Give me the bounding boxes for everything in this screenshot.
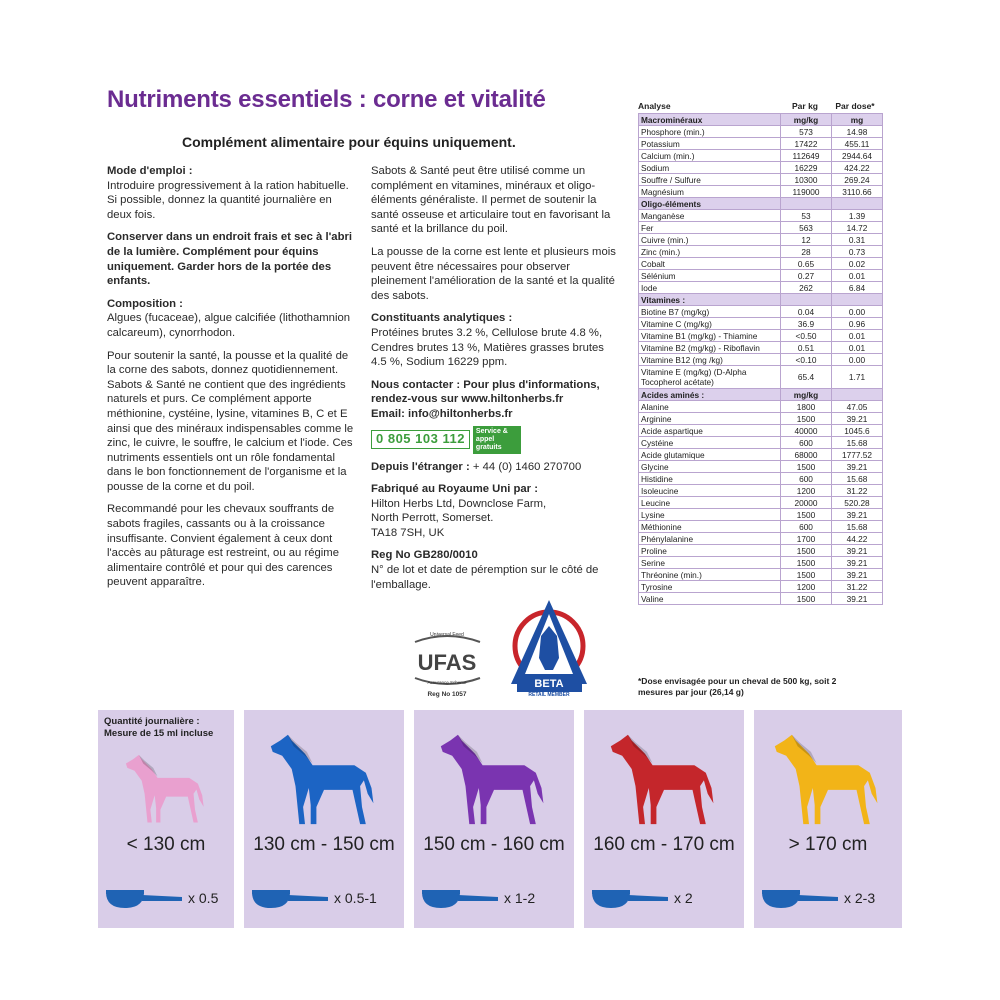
phone-number[interactable]: 0 805 103 112 [371,430,470,449]
analysis-section-unit-dose [832,294,883,306]
analysis-value-per-dose: 14.98 [832,126,883,138]
dosage-panel [584,710,744,928]
analysis-section-name: Vitamines : [639,294,781,306]
dosage-panel [414,710,574,928]
recommendation-paragraph: Recommandé pour les chevaux souffrants de sabots fragiles, cassants ou à la croissance insuffisante. Convient également à ceux dont l'accès au pâturage est restreint, ou au régime alimentaire contrôlé et pour qui des carences peuvent apparaître. [107,503,339,589]
analysis-row [639,318,883,330]
analysis-nutrient: Biotine B7 (mg/kg) [639,306,781,318]
analysis-row [639,282,883,294]
phone-row [371,426,617,454]
analysis-row [639,449,883,461]
horse-height-label: > 170 cm [788,834,868,855]
analysis-header-per-kg: Par kg [792,101,818,111]
analysis-value-per-kg: 28 [781,246,832,258]
analysis-value-per-dose: 6.84 [832,282,883,294]
analysis-value-per-kg: 112649 [781,150,832,162]
analysis-value-per-dose: 1.39 [832,210,883,222]
analysis-row [639,162,883,174]
analysis-value-per-dose: 1045.6 [832,425,883,437]
ufas-sub-text: Assurance Scheme [427,680,467,685]
analysis-nutrient: Sodium [639,162,781,174]
analysis-grid [638,113,883,605]
constituents-block [371,311,617,369]
analysis-nutrient: Manganèse [639,210,781,222]
analysis-nutrient: Vitamine B12 (mg /kg) [639,354,781,366]
analysis-row [639,437,883,449]
horse-height-label: < 130 cm [126,834,206,855]
analysis-row [639,150,883,162]
analysis-nutrient: Isoleucine [639,485,781,497]
analysis-value-per-dose: 39.21 [832,509,883,521]
analysis-value-per-dose: 0.01 [832,270,883,282]
composition-text: Algues (fucaceae), algue calcifiée (lithothamnion calcareum), cynorrhodon. [107,312,351,339]
analysis-value-per-dose: 39.21 [832,413,883,425]
email-link[interactable]: Email: info@hiltonherbs.fr [371,407,513,420]
analysis-nutrient: Cystéine [639,437,781,449]
analysis-value-per-dose: 0.00 [832,354,883,366]
analysis-row [639,533,883,545]
analysis-value-per-kg: 600 [781,437,832,449]
analysis-value-per-kg: 0.04 [781,306,832,318]
measuring-scoop-icon [590,886,670,910]
analysis-value-per-dose: 14.72 [832,222,883,234]
scoop-dose-label: x 2 [674,890,693,906]
analysis-section-unit-dose: mg [832,114,883,126]
analysis-row [639,270,883,282]
analysis-nutrient: Vitamine B1 (mg/kg) - Thiamine [639,330,781,342]
analysis-value-per-kg: 16229 [781,162,832,174]
analysis-row [639,234,883,246]
dosage-band [98,710,902,928]
benefits-paragraph: Pour soutenir la santé, la pousse et la qualité de la corne des sabots, donnez quotidiennement. Sabots & Santé ne contient que des ingrédients naturels et purs. Ce complément apporte méthionine, cystéine, lysine, vitamines B, C et E ainsi que des minéraux indispensables comme le zinc, le cuivre, le souffre, le calcium et l'iode. Ces nutriments essentiels ont un rôle fondamental dans le bon fonctionnement de l'organisme et la pousse de la corne et du poil. [107,349,354,493]
ufas-reg-text: Reg No 1057 [427,691,467,698]
analysis-nutrient: Calcium (min.) [639,150,781,162]
horse-height-label: 130 cm - 150 cm [253,834,395,855]
analysis-value-per-dose: 424.22 [832,162,883,174]
analysis-value-per-kg: 0.27 [781,270,832,282]
analysis-value-per-kg: 36.9 [781,318,832,330]
analysis-row [639,138,883,150]
analysis-section-unit-kg: mg/kg [781,389,832,401]
analysis-value-per-dose: 2944.64 [832,150,883,162]
horse-height-label: 150 cm - 160 cm [423,834,565,855]
analysis-value-per-kg: 1500 [781,509,832,521]
page-subtitle: Complément alimentaire pour équins uniquement. [182,134,516,150]
analysis-row [639,342,883,354]
analysis-value-per-kg: <0.10 [781,354,832,366]
analysis-row [639,306,883,318]
scoop-dose-label: x 0.5-1 [334,890,377,906]
abroad-number: + 44 (0) 1460 270700 [469,460,582,473]
analysis-nutrient: Cobalt [639,258,781,270]
analysis-row [639,330,883,342]
analysis-value-per-dose: 44.22 [832,533,883,545]
analysis-row [639,246,883,258]
abroad-label: Depuis l'étranger : [371,460,470,473]
analysis-section-name: Oligo-éléments [639,198,781,210]
dosage-panel [754,710,902,928]
analysis-value-per-kg: 262 [781,282,832,294]
analysis-section-unit-dose [832,198,883,210]
daily-quantity-label [104,716,213,740]
analysis-nutrient: Zinc (min.) [639,246,781,258]
analysis-value-per-kg: 53 [781,210,832,222]
analysis-value-per-dose: 0.00 [832,306,883,318]
analysis-row [639,186,883,198]
measuring-scoop-icon [420,886,500,910]
analysis-row [639,521,883,533]
analysis-nutrient: Iode [639,282,781,294]
ufas-logo [405,628,490,698]
analysis-value-per-dose: 520.28 [832,497,883,509]
analysis-header-label: Analyse [638,101,671,111]
analysis-value-per-dose: 31.22 [832,485,883,497]
horse-silhouette-icon [267,731,381,826]
analysis-value-per-kg: 68000 [781,449,832,461]
growth-paragraph: La pousse de la corne est lente et plusieurs mois peuvent être nécessaires pour observer pleinement l'amélioration de la santé et la qualité des sabots. [371,245,616,302]
analysis-section-unit-dose [832,389,883,401]
analysis-nutrient: Vitamine E (mg/kg) (D-Alpha Tocopherol acétate) [639,366,781,389]
daily-quantity-line-1: Quantité journalière : [104,716,200,727]
analysis-row [639,401,883,413]
analysis-row [639,366,883,389]
analysis-value-per-dose: 0.01 [832,330,883,342]
analysis-nutrient: Fer [639,222,781,234]
analysis-nutrient: Serine [639,557,781,569]
composition-heading: Composition : [107,297,183,310]
analysis-section-row [639,389,883,401]
storage-instructions: Conserver dans un endroit frais et sec à l'abri de la lumière. Complément pour équins uniquement. Garder hors de la portée des enfants. [107,231,353,288]
analysis-nutrient: Vitamine B2 (mg/kg) - Riboflavin [639,342,781,354]
address-line-2: North Perrott, Somerset. [371,512,494,525]
analysis-value-per-dose: 47.05 [832,401,883,413]
analysis-nutrient: Magnésium [639,186,781,198]
analysis-value-per-kg: 40000 [781,425,832,437]
analysis-value-per-kg: 573 [781,126,832,138]
analysis-nutrient: Potassium [639,138,781,150]
analysis-nutrient: Thréonine (min.) [639,569,781,581]
analysis-value-per-kg: 1500 [781,569,832,581]
analysis-nutrient: Sélénium [639,270,781,282]
analysis-value-per-dose: 455.11 [832,138,883,150]
analysis-row [639,509,883,521]
analysis-value-per-kg: 1500 [781,557,832,569]
analysis-row [639,413,883,425]
analysis-value-per-dose: 0.01 [832,342,883,354]
composition-block [107,297,359,341]
analysis-section-row [639,294,883,306]
mode-emploi-text: Introduire progressivement à la ration habituelle. Si possible, donnez la quantité journalière en deux fois. [107,179,349,221]
analysis-section-unit-kg [781,294,832,306]
analysis-nutrient: Vitamine C (mg/kg) [639,318,781,330]
analysis-value-per-dose: 15.68 [832,473,883,485]
analysis-nutrient: Proline [639,545,781,557]
analysis-value-per-kg: <0.50 [781,330,832,342]
abroad-phone [371,460,617,475]
analysis-value-per-kg: 12 [781,234,832,246]
analysis-nutrient: Souffre / Sulfure [639,174,781,186]
analysis-value-per-kg: 65.4 [781,366,832,389]
analysis-value-per-dose: 1777.52 [832,449,883,461]
analysis-value-per-kg: 10300 [781,174,832,186]
analysis-section-row [639,198,883,210]
analysis-value-per-dose: 15.68 [832,437,883,449]
analysis-value-per-kg: 0.65 [781,258,832,270]
analysis-row [639,461,883,473]
beta-logo [507,596,592,698]
horse-silhouette-icon [771,731,885,826]
analysis-nutrient: Alanine [639,401,781,413]
analysis-nutrient: Cuivre (min.) [639,234,781,246]
analysis-value-per-kg: 600 [781,473,832,485]
scoop-dose-label: x 0.5 [188,890,219,906]
analysis-table [638,99,882,605]
analysis-nutrient: Glycine [639,461,781,473]
analysis-value-per-kg: 1500 [781,593,832,605]
constituents-heading: Constituants analytiques : [371,312,513,325]
analysis-row [639,497,883,509]
analysis-row [639,210,883,222]
registration-number: Reg No GB280/0010 [371,549,478,562]
analysis-value-per-dose: 0.73 [832,246,883,258]
analysis-value-per-dose: 39.21 [832,545,883,557]
page-title: Nutriments essentiels : corne et vitalité [107,86,546,113]
analysis-nutrient: Lysine [639,509,781,521]
horse-silhouette-icon [437,731,551,826]
analysis-section-name: Macrominéraux [639,114,781,126]
analysis-value-per-kg: 1200 [781,581,832,593]
dosage-panel [98,710,234,928]
analysis-value-per-dose: 39.21 [832,569,883,581]
address-line-1: Hilton Herbs Ltd, Downclose Farm, [371,497,547,510]
horse-silhouette-icon [607,731,721,826]
analysis-nutrient: Méthionine [639,521,781,533]
horse-silhouette-icon [123,752,209,824]
analysis-value-per-kg: 1500 [781,545,832,557]
analysis-nutrient: Arginine [639,413,781,425]
analysis-row [639,425,883,437]
analysis-nutrient: Acide glutamique [639,449,781,461]
address-line-3: TA18 7SH, UK [371,526,445,539]
left-text-column [107,164,359,598]
analysis-value-per-dose: 0.96 [832,318,883,330]
analysis-row [639,473,883,485]
analysis-value-per-kg: 1700 [781,533,832,545]
analysis-row [639,569,883,581]
analysis-value-per-dose: 0.02 [832,258,883,270]
analysis-row [639,485,883,497]
analysis-value-per-dose: 15.68 [832,521,883,533]
analysis-value-per-kg: 1500 [781,413,832,425]
analysis-value-per-kg: 17422 [781,138,832,150]
analysis-value-per-dose: 0.31 [832,234,883,246]
manufacturer-block [371,482,617,540]
analysis-value-per-kg: 119000 [781,186,832,198]
analysis-value-per-kg: 600 [781,521,832,533]
analysis-value-per-dose: 39.21 [832,557,883,569]
dosage-panel [244,710,404,928]
analysis-value-per-dose: 39.21 [832,461,883,473]
free-call-badge: Service & appel gratuits [473,426,521,454]
analysis-header [638,99,882,113]
analysis-value-per-kg: 563 [781,222,832,234]
measuring-scoop-icon [760,886,840,910]
analysis-value-per-kg: 20000 [781,497,832,509]
analysis-nutrient: Phosphore (min.) [639,126,781,138]
analysis-value-per-dose: 31.22 [832,581,883,593]
analysis-value-per-dose: 1.71 [832,366,883,389]
analysis-value-per-dose: 269.24 [832,174,883,186]
analysis-row [639,354,883,366]
measuring-scoop-icon [104,886,184,910]
horse-height-label: 160 cm - 170 cm [593,834,735,855]
registration-block [371,548,617,592]
beta-sub-text: RETAIL MEMBER [528,692,570,698]
analysis-value-per-kg: 1500 [781,461,832,473]
analysis-row [639,174,883,186]
usage-paragraph: Sabots & Santé peut être utilisé comme un complément en vitamines, minéraux et oligo-éléments généraliste. Il permet de soutenir la santé osseuse et articulaire tout en favorisant la santé et la brillance du poil. [371,165,611,236]
analysis-row [639,593,883,605]
scoop-dose-label: x 2-3 [844,890,876,906]
analysis-header-per-dose: Par dose* [835,101,875,111]
dose-footnote: *Dose envisagée pour un cheval de 500 kg, soit 2 mesures par jour (26,14 g) [638,676,837,697]
analysis-nutrient: Valine [639,593,781,605]
mode-emploi-heading: Mode d'emploi : [107,165,193,177]
ufas-main-text: UFAS [417,650,477,675]
daily-quantity-line-2: Mesure de 15 ml incluse [104,728,214,739]
mode-emploi-block [107,164,359,222]
analysis-section-name: Acides aminés : [639,389,781,401]
analysis-value-per-dose: 3110.66 [832,186,883,198]
analysis-row [639,258,883,270]
analysis-nutrient: Tyrosine [639,581,781,593]
ufas-top-text: Universal Feed [430,632,464,638]
contact-block [371,378,617,422]
beta-main-text: BETA [534,678,564,690]
analysis-nutrient: Acide aspartique [639,425,781,437]
contact-heading: Nous contacter : Pour plus d'informations, rendez-vous sur www.hiltonherbs.fr [371,378,600,406]
analysis-value-per-kg: 1200 [781,485,832,497]
analysis-row [639,126,883,138]
scoop-dose-label: x 1-2 [504,890,536,906]
middle-text-column [371,164,617,600]
analysis-section-unit-kg: mg/kg [781,114,832,126]
analysis-nutrient: Histidine [639,473,781,485]
analysis-value-per-kg: 1800 [781,401,832,413]
analysis-row [639,545,883,557]
analysis-section-unit-kg [781,198,832,210]
analysis-row [639,222,883,234]
analysis-row [639,581,883,593]
analysis-value-per-kg: 0.51 [781,342,832,354]
measuring-scoop-icon [250,886,330,910]
constituents-text: Protéines brutes 3.2 %, Cellulose brute 4.8 %, Cendres brutes 13 %, Matières grasses brutes 4.5 %, Sodium 16229 ppm. [371,326,604,369]
analysis-nutrient: Leucine [639,497,781,509]
analysis-row [639,557,883,569]
analysis-section-row [639,114,883,126]
lot-text: N° de lot et date de péremption sur le côté de l'emballage. [371,564,599,591]
analysis-value-per-dose: 39.21 [832,593,883,605]
analysis-nutrient: Phénylalanine [639,533,781,545]
manufacturer-heading: Fabriqué au Royaume Uni par : [371,483,538,496]
